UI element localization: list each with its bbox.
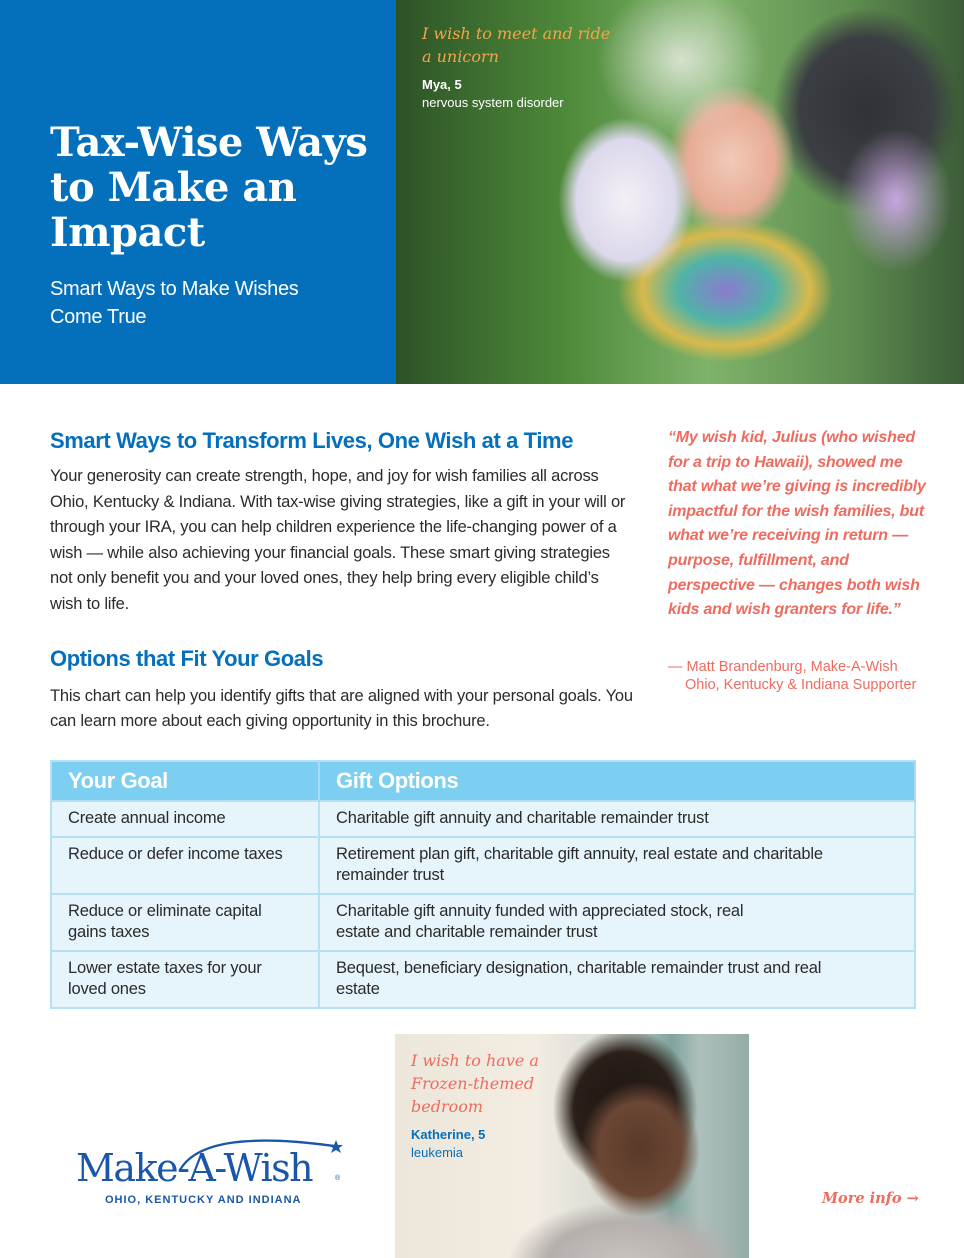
wish-kid-condition: nervous system disorder: [422, 95, 564, 110]
header-gift-options: Gift Options: [319, 761, 915, 801]
goals-gift-options-table: [50, 760, 916, 1009]
testimonial-attribution: — Matt Brandenburg, Make-A-Wish Ohio, Kentucky & Indiana Supporter: [668, 659, 917, 693]
page-title: Tax-Wise Ways to Make an Impact: [50, 119, 368, 256]
table-row: [51, 894, 915, 951]
table-header-row: [51, 761, 915, 801]
photo-katherine: [395, 1034, 749, 1258]
table-row: [51, 801, 915, 837]
wish-quote: I wish to meet and ride a unicorn: [422, 24, 611, 66]
table-row: [51, 951, 915, 1008]
options-paragraph: This chart can help you identify gifts that are aligned with your personal goals. You can learn more about each giving opportunity in this brochure.: [50, 687, 633, 730]
more-info-link[interactable]: More info →: [822, 1190, 919, 1207]
table-row: [51, 837, 915, 894]
goal-cell: Lower estate taxes for your loved ones: [51, 951, 319, 1008]
gift-options-cell: [319, 894, 915, 951]
wish-kid-name: Katherine, 5: [411, 1127, 486, 1142]
gift-options-text: Bequest, beneficiary designation, charitable remainder trust and real estate: [336, 959, 822, 998]
page-subtitle: Smart Ways to Make Wishes Come True: [50, 278, 299, 328]
options-heading: Options that Fit Your Goals: [50, 646, 324, 671]
header-your-goal: Your Goal: [51, 761, 319, 801]
intro-paragraph: Your generosity can create strength, hope, and joy for wish families all across Ohio, Kentucky & Indiana. With tax-wise giving strategies, like a gift in your will or through your IRA, you can help children experience the life-changing power of a wish — while also achieving your financial goals. These smart giving strategies not only benefit you and your loved ones, they help bring every eligible child’s wish to life.: [50, 467, 626, 613]
intro-heading: Smart Ways to Transform Lives, One Wish at a Time: [50, 428, 574, 453]
hero-photo-mya: [396, 0, 964, 384]
goal-cell: Reduce or eliminate capital gains taxes: [51, 894, 319, 951]
gift-options-cell: Charitable gift annuity and charitable remainder trust: [319, 801, 915, 837]
logo-wordmark: Make-A-Wish: [76, 1146, 313, 1190]
gift-options-cell: [319, 951, 915, 1008]
goal-cell: Reduce or defer income taxes: [51, 837, 319, 894]
gift-options-cell: Retirement plan gift, charitable gift annuity, real estate and charitable remainder trust: [319, 837, 915, 894]
goal-cell: Create annual income: [51, 801, 319, 837]
hero-panel: [0, 0, 396, 384]
logo-region: OHIO, KENTUCKY AND INDIANA: [105, 1194, 302, 1206]
wish-kid-name: Mya, 5: [422, 77, 462, 92]
wish-kid-condition: leukemia: [411, 1145, 464, 1160]
gift-options-text: Charitable gift annuity funded with appreciated stock, real estate and charitable remainder trust: [336, 902, 744, 941]
make-a-wish-logo: [76, 1132, 346, 1212]
registered-mark: ®: [335, 1175, 341, 1182]
testimonial-quote: “My wish kid, Julius (who wished for a trip to Hawaii), showed me that what we’re giving is incredibly impactful for the wish families, but what we’re receiving in return — purpose, fulfillment, and perspective — changes both wish kids and wish granters for life.”: [668, 429, 926, 619]
wish-quote: I wish to have a Frozen-themed bedroom: [411, 1051, 539, 1116]
